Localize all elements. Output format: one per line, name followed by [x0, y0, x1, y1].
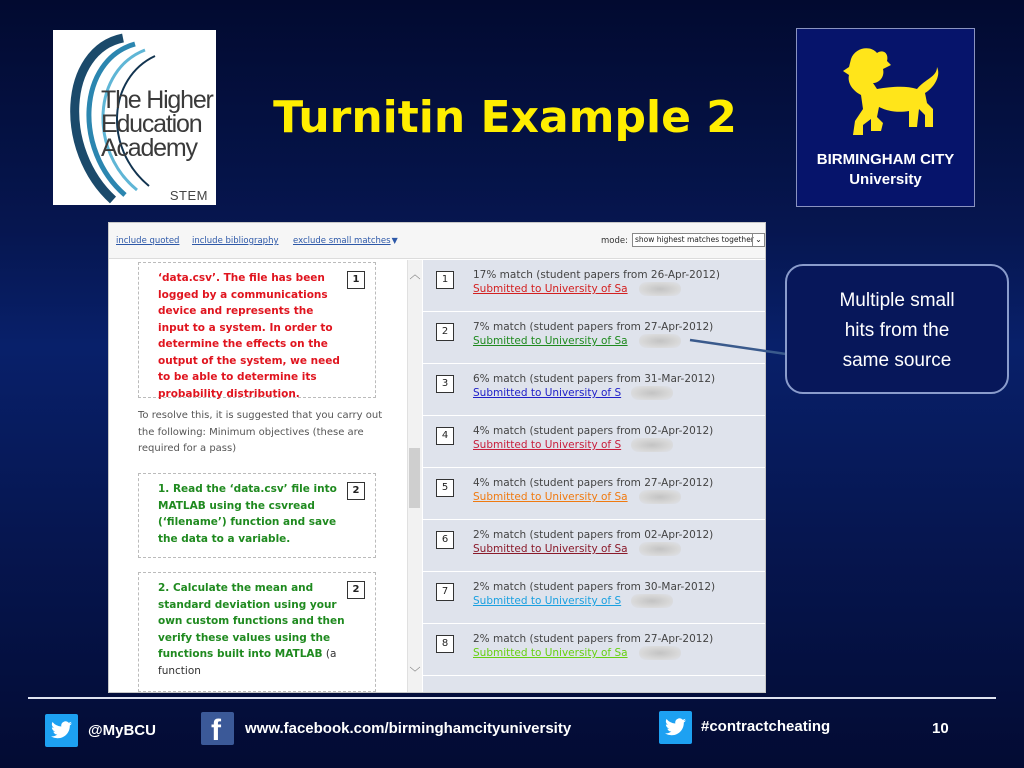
match-source-link[interactable]: Submitted to University of Sa	[473, 283, 628, 295]
match-number: 1	[436, 271, 454, 289]
match-number: 6	[436, 531, 454, 549]
match-marker-2[interactable]: 2	[347, 482, 365, 500]
highlight-box-3[interactable]	[138, 572, 376, 692]
match-summary: 2% match (student papers from 02-Apr-2012)	[473, 529, 714, 541]
twitter-handle[interactable]: @MyBCU	[88, 722, 156, 739]
highlight-text-3-tail: (a function	[158, 648, 337, 677]
redaction-blur	[639, 334, 681, 348]
match-summary: 4% match (student papers from 27-Apr-2012)	[473, 477, 714, 489]
match-number: 3	[436, 375, 454, 393]
match-summary: 17% match (student papers from 26-Apr-2012)	[473, 269, 720, 281]
turnitin-toolbar	[109, 223, 765, 259]
scrollbar-thumb[interactable]	[409, 448, 420, 508]
bcu-logo	[796, 28, 975, 207]
match-source-link[interactable]: Submitted to University of Sa	[473, 647, 628, 659]
footer-divider	[28, 697, 996, 699]
match-marker-3[interactable]: 2	[347, 581, 365, 599]
chevron-down-icon[interactable]: ﹀	[409, 667, 421, 679]
redaction-blur	[639, 646, 681, 660]
redaction-blur	[639, 282, 681, 296]
match-item[interactable]	[423, 624, 766, 676]
include-bibliography-link[interactable]: include bibliography	[192, 236, 279, 246]
redaction-blur	[631, 438, 673, 452]
match-source-link[interactable]: Submitted to University of S	[473, 439, 622, 451]
slide-title: Turnitin Example 2	[273, 92, 737, 143]
highlight-text-3: 2. Calculate the mean and standard deviation using your own custom functions and then verify these values using the functions built into MATLAB	[158, 582, 345, 660]
hea-stem-label: STEM	[169, 188, 208, 203]
lion-icon	[833, 39, 943, 139]
redaction-blur	[631, 386, 673, 400]
twitter-icon[interactable]	[659, 711, 692, 744]
match-list	[423, 260, 766, 693]
match-summary: 7% match (student papers from 27-Apr-2012)	[473, 321, 714, 333]
match-number: 5	[436, 479, 454, 497]
match-number: 7	[436, 583, 454, 601]
match-source-link[interactable]: Submitted to University of S	[473, 387, 622, 399]
match-item[interactable]	[423, 468, 766, 520]
highlight-box-2[interactable]	[138, 473, 376, 558]
mode-label: mode:	[601, 236, 628, 246]
match-source-link[interactable]: Submitted to University of Sa	[473, 491, 628, 503]
match-item[interactable]	[423, 364, 766, 416]
bcu-name: BIRMINGHAM CITY	[816, 151, 955, 168]
match-number: 8	[436, 635, 454, 653]
match-summary: 2% match (student papers from 30-Mar-2012)	[473, 581, 716, 593]
callout-line-1: Multiple small	[839, 290, 955, 311]
match-item[interactable]	[423, 312, 766, 364]
callout-line-3: same source	[842, 350, 952, 371]
match-source-link[interactable]: Submitted to University of S	[473, 595, 622, 607]
highlight-box-1[interactable]	[138, 262, 376, 398]
twitter-icon[interactable]	[45, 714, 78, 747]
match-number: 4	[436, 427, 454, 445]
redaction-blur	[639, 542, 681, 556]
document-pane	[109, 260, 407, 693]
match-marker-1[interactable]: 1	[347, 271, 365, 289]
page-number: 10	[932, 720, 949, 737]
bcu-subname: University	[849, 171, 922, 188]
document-scrollbar[interactable]	[407, 260, 422, 693]
hea-logo	[53, 30, 216, 205]
match-summary: 2% match (student papers from 27-Apr-2012)	[473, 633, 714, 645]
redaction-blur	[631, 594, 673, 608]
callout-box	[785, 264, 1009, 394]
highlight-text-2: 1. Read the ‘data.csv’ file into MATLAB using the csvread (‘filename’) function and save the data to a variable.	[158, 483, 337, 545]
match-item[interactable]	[423, 520, 766, 572]
callout-line-2: hits from the	[844, 320, 950, 341]
match-source-link[interactable]: Submitted to University of Sa	[473, 335, 628, 347]
hashtag[interactable]: #contractcheating	[701, 718, 831, 735]
chevron-up-icon[interactable]: ︿	[409, 269, 421, 281]
chevron-down-icon: ⌄	[752, 234, 764, 246]
redaction-blur	[639, 490, 681, 504]
hea-logo-text: The Higher Education Academy	[101, 86, 213, 162]
match-summary: 4% match (student papers from 02-Apr-2012)	[473, 425, 714, 437]
match-source-link[interactable]: Submitted to University of Sa	[473, 543, 628, 555]
match-item[interactable]	[423, 416, 766, 468]
match-summary: 6% match (student papers from 31-Mar-2012)	[473, 373, 716, 385]
triangle-down-icon: ▼	[391, 236, 398, 245]
mode-select[interactable]: show highest matches together ⌄	[632, 233, 765, 247]
include-quoted-link[interactable]: include quoted	[116, 236, 180, 246]
document-plain-text: To resolve this, it is suggested that you carry out the following: Minimum objectives (these are required for a pass)	[138, 410, 383, 454]
facebook-url[interactable]: www.facebook.com/birminghamcityuniversity	[245, 720, 572, 737]
facebook-icon[interactable]: f	[201, 712, 234, 745]
turnitin-screenshot	[108, 222, 766, 693]
exclude-small-matches-link[interactable]: exclude small matches▼	[293, 236, 398, 246]
match-number: 2	[436, 323, 454, 341]
match-item[interactable]	[423, 572, 766, 624]
highlight-text-1: ‘data.csv’. The file has been logged by a communications device and represents the input to a system. In order to determine the effects on the output of the system, we need to be able to determine its probability distribution.	[158, 272, 340, 400]
match-item[interactable]	[423, 260, 766, 312]
